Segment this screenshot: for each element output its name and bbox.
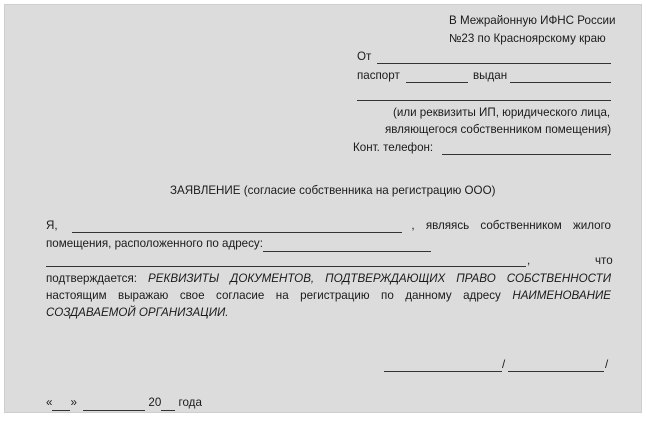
body-line-1 (46, 219, 611, 233)
body-line-2 (46, 237, 431, 252)
signature-slash-1: / (502, 358, 506, 371)
month-field-line (83, 396, 145, 411)
passport-field-line (406, 82, 468, 83)
from-label: От (357, 50, 372, 63)
close-quote: » (70, 396, 77, 409)
passport-label: паспорт (357, 69, 400, 82)
addressee-line-2: №23 по Красноярскому краю (449, 32, 606, 45)
year-suffix: года (178, 396, 202, 409)
document-title: ЗАЯВЛЕНИЕ (согласие собственника на регистрацию ООО) (170, 184, 496, 197)
what-text: что (595, 254, 613, 267)
comma: , (527, 254, 531, 267)
note-line-1: (или реквизиты ИП, юридического лица, (393, 106, 611, 119)
consent-text: выражаю свое согласие на регистрацию по данному адресу (118, 289, 501, 302)
day-field-line (52, 396, 70, 411)
consent-paragraph (46, 270, 611, 321)
premises-address-text: помещения, расположенного по адресу: (46, 237, 263, 250)
address-field-line (263, 237, 431, 252)
year-prefix: 20 (148, 396, 162, 409)
issued-label: выдан (473, 69, 508, 82)
ownership-docs-placeholder: РЕКВИЗИТЫ ДОКУМЕНТОВ, ПОДТВЕРЖДАЮЩИХ ПРАВО СОБСТВЕННОСТИ (148, 272, 611, 285)
phone-field-line (442, 154, 611, 155)
blank-line (357, 100, 611, 101)
phone-label: Конт. телефон: (353, 141, 434, 154)
hereby-text: настоящим (46, 289, 107, 302)
signature-name-line (508, 371, 604, 372)
note-line-2: являющегося собственником помещения) (385, 123, 612, 136)
issued-field-line (510, 82, 611, 83)
signature-line (384, 371, 502, 372)
addressee-line-1: В Межрайонную ИФНС России (449, 14, 616, 27)
confirmed-text: подтверждается: (46, 272, 137, 285)
being-owner-text: , являясь собственником жилого (411, 219, 611, 232)
year-field-line (161, 396, 175, 411)
open-quote: « (46, 396, 53, 409)
address-continuation-line (46, 266, 526, 267)
org-name-placeholder: НАИМЕНОВАНИЕ СОЗДАВАЕМОЙ ОРГАНИЗАЦИИ. (46, 289, 611, 319)
application-document (4, 4, 642, 413)
i-label: Я, (46, 219, 58, 232)
signature-slash-2: / (605, 358, 609, 371)
from-field-line (377, 63, 611, 64)
name-field-line (72, 232, 402, 233)
date-line (46, 396, 202, 411)
